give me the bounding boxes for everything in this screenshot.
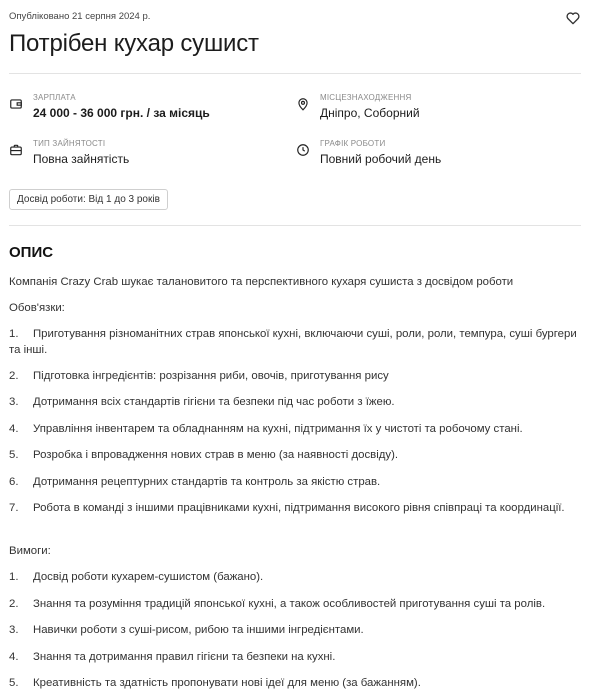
list-item: [9, 649, 584, 665]
heart-icon[interactable]: [565, 10, 581, 26]
list-item-number: 2.: [9, 370, 19, 382]
divider: [9, 225, 581, 226]
list-item-number: 6.: [9, 476, 19, 488]
list-item-number: 1.: [9, 571, 19, 583]
description-heading: ОПИС: [9, 244, 54, 261]
schedule-value: Повний робочий день: [320, 152, 442, 166]
list-item-number: 2.: [9, 598, 19, 610]
list-item: [9, 500, 584, 516]
list-item: [9, 569, 584, 585]
briefcase-icon: [9, 143, 23, 157]
list-item-text: Знання та дотримання правил гігієни та безпеки на кухні.: [33, 651, 336, 663]
list-item: [9, 474, 584, 490]
list-item: [9, 622, 584, 638]
schedule-label: ГРАФІК РОБОТИ: [320, 139, 386, 148]
location-value: Дніпро, Соборний: [320, 106, 420, 120]
duties-heading: Обов'язки:: [9, 302, 65, 314]
employment-value: Повна зайнятість: [33, 152, 130, 166]
wallet-icon: [9, 97, 23, 111]
list-item-text: Приготування різноманітних страв японської кухні, включаючи суші, роли, роли, темпура, суші бургери та інші.: [9, 328, 577, 356]
location-label: МІСЦЕЗНАХОДЖЕННЯ: [320, 93, 412, 102]
list-item-number: 4.: [9, 423, 19, 435]
job-title: Потрібен кухар сушист: [9, 30, 259, 57]
list-item-number: 3.: [9, 396, 19, 408]
list-item-number: 5.: [9, 449, 19, 461]
experience-badge: Досвід роботи: Від 1 до 3 років: [9, 189, 168, 210]
list-item-number: 1.: [9, 328, 19, 340]
list-item-text: Знання та розуміння традицій японської кухні, а також особливостей приготування суші та ролів.: [33, 598, 546, 610]
location-pin-icon: [296, 97, 310, 111]
list-item-text: Управління інвентарем та обладнанням на кухні, підтримання їх у чистоті та робочому стані.: [33, 423, 523, 435]
list-item: [9, 368, 584, 384]
list-item-number: 4.: [9, 651, 19, 663]
list-item-text: Розробка і впровадження нових страв в меню (за наявності досвіду).: [33, 449, 399, 461]
list-item-number: 7.: [9, 502, 19, 514]
list-item-text: Підготовка інгредієнтів: розрізання риби, овочів, приготування рису: [33, 370, 389, 382]
list-item: [9, 326, 584, 358]
list-item: [9, 421, 584, 437]
list-item-text: Навички роботи з суші-рисом, рибою та іншими інгредієнтами.: [33, 624, 364, 636]
list-item-text: Досвід роботи кухарем-сушистом (бажано).: [33, 571, 264, 583]
list-item-text: Креативність та здатність пропонувати нові ідеї для меню (за бажанням).: [33, 677, 421, 689]
list-item-text: Робота в команді з іншими працівниками кухні, підтримання високого рівня співпраці та координації.: [33, 502, 565, 514]
requirements-heading: Вимоги:: [9, 545, 51, 557]
list-item-number: 3.: [9, 624, 19, 636]
list-item-text: Дотримання всіх стандартів гігієни та безпеки під час роботи з їжею.: [33, 396, 395, 408]
list-item: [9, 596, 584, 612]
clock-icon: [296, 143, 310, 157]
divider: [9, 73, 581, 74]
description-intro: Компанія Crazy Crab шукає талановитого та перспективного кухаря сушиста з досвідом роботи: [9, 276, 514, 288]
list-item: [9, 447, 584, 463]
salary-label: ЗАРПЛАТА: [33, 93, 76, 102]
list-item-text: Дотримання рецептурних стандартів та контроль за якістю страв.: [33, 476, 381, 488]
list-item-number: 5.: [9, 677, 19, 689]
published-date: Опубліковано 21 серпня 2024 р.: [9, 11, 151, 22]
list-item: [9, 675, 584, 691]
employment-label: ТИП ЗАЙНЯТОСТІ: [33, 139, 106, 148]
salary-value: 24 000 - 36 000 грн. / за місяць: [33, 106, 210, 120]
list-item: [9, 394, 584, 410]
